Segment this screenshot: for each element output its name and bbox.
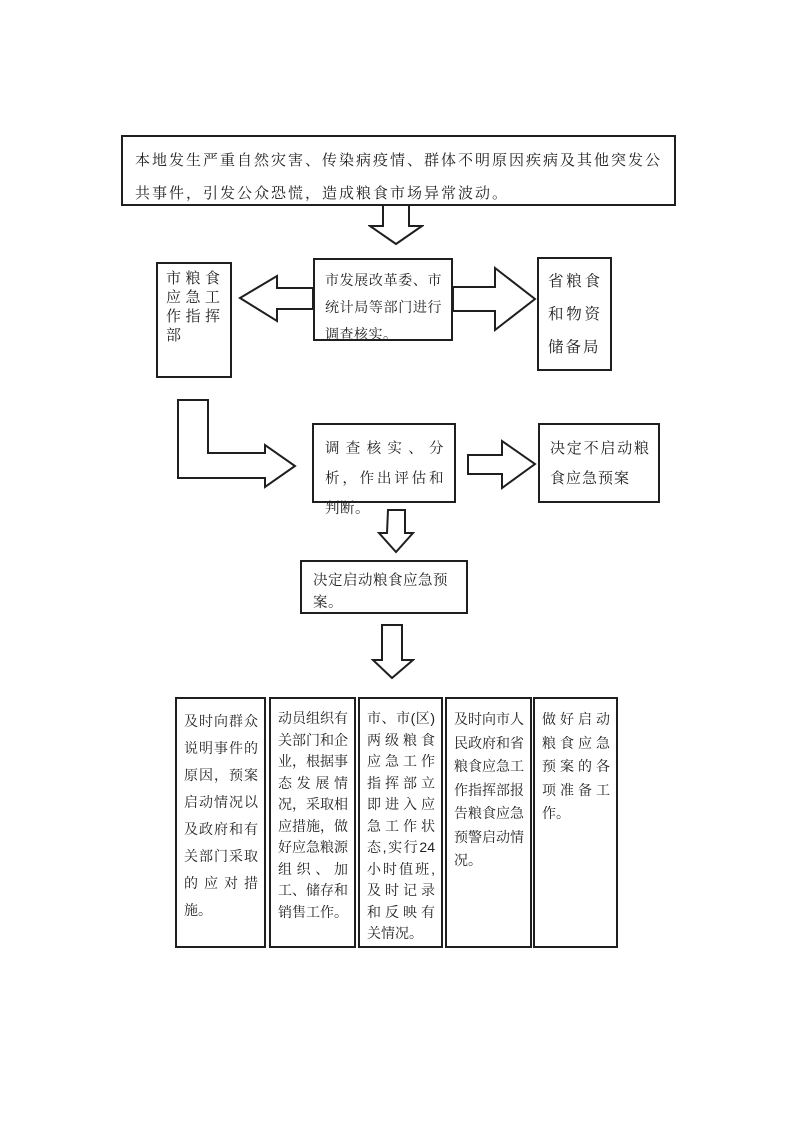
decide-start-box: 决定启动粮食应急预案。 (300, 560, 468, 614)
action-report-box: 及时向市人民政府和省粮食应急工作指挥部报告粮食应急预警启动情况。 (445, 697, 532, 948)
flow-arrow-elbow-icon (176, 398, 297, 489)
trigger-event-box: 本地发生严重自然灾害、传染病疫情、群体不明原因疾病及其他突发公共事件，引发公众恐慌，造成粮食市场异常波动。 (121, 135, 676, 206)
action-emergency-state-box: 市、市(区)两级粮食应急工作指挥部立即进入应急工作状态,实行24小时值班,及时记录和反映有关情况。 (358, 697, 443, 948)
action-inform-public-box: 及时向群众说明事件的原因，预案启动情况以及政府和有关部门采取的应对措施。 (175, 697, 266, 948)
flow-arrow-right-2-icon (466, 439, 537, 490)
assessment-box: 调查核实、分析，作出评估和判断。 (312, 423, 456, 503)
action-prepare-box: 做好启动粮食应急预案的各项准备工作。 (533, 697, 618, 948)
city-grain-command-box: 市粮食应急工作指挥部 (156, 262, 232, 378)
flow-arrow-left-icon (238, 274, 315, 324)
action-mobilize-box: 动员组织有关部门和企业，根据事态发展情况，采取相应措施，做好应急粮源组织、加工、储存和销售工作。 (269, 697, 356, 948)
flow-arrow-right-1-icon (451, 266, 539, 332)
investigation-box: 市发展改革委、市统计局等部门进行调查核实。 (313, 258, 453, 341)
flow-arrow-down-3-icon (371, 623, 415, 680)
flow-arrow-down-2-icon (377, 508, 415, 554)
flow-arrow-down-1-icon (368, 204, 424, 246)
decide-no-start-box: 决定不启动粮食应急预案 (538, 423, 660, 503)
province-grain-bureau-box: 省粮食和物资储备局 (537, 257, 612, 371)
